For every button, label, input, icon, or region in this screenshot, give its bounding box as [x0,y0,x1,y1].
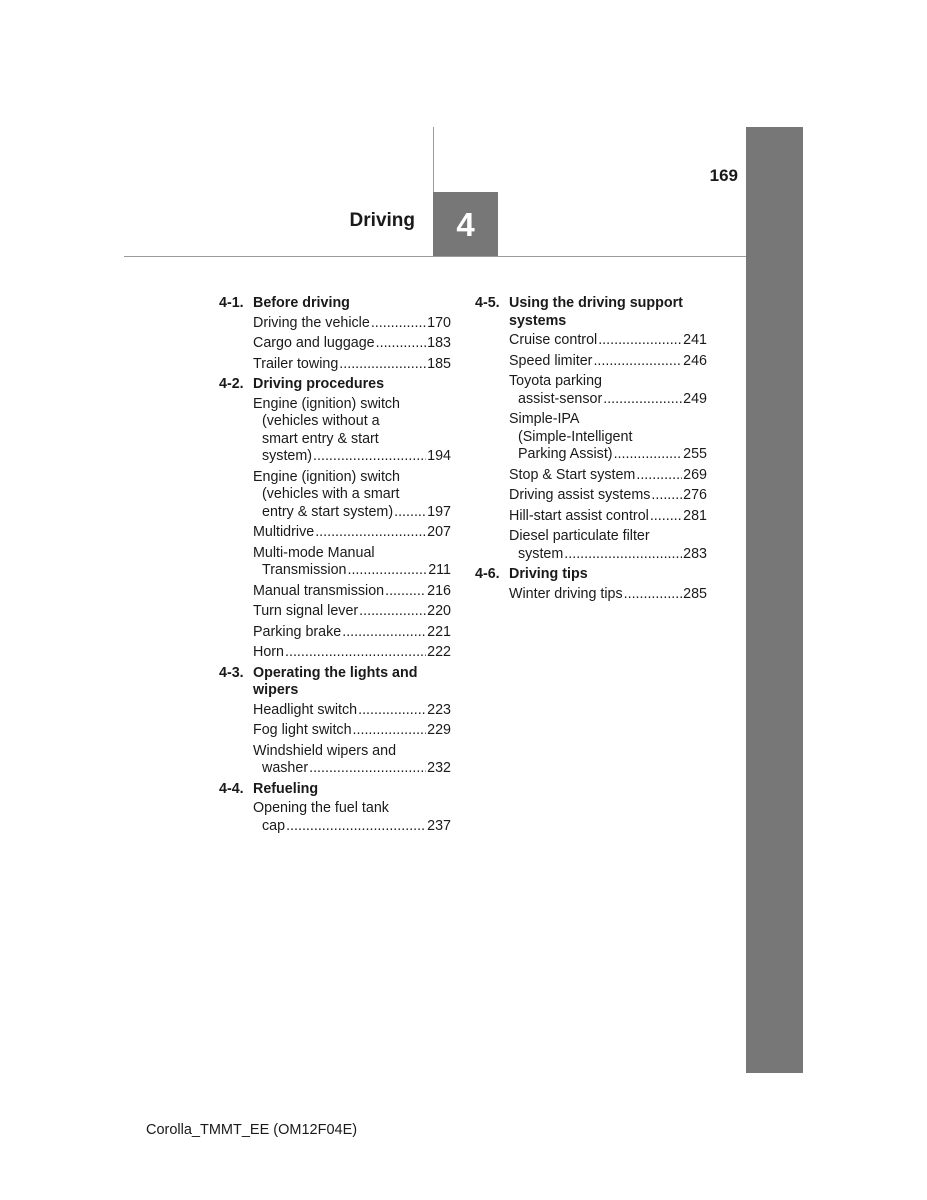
dot-leader [285,644,426,662]
entry-page-number: 221 [427,623,451,640]
entry-line [509,391,707,409]
dot-leader [313,448,426,466]
section-number: 4-5. [475,295,500,311]
entry-page-number: 241 [683,332,707,348]
chapter-side-tab [746,127,803,1073]
entry-text: entry & start system) [262,503,394,520]
entry-page-number: 269 [683,466,707,483]
entry-line [253,644,451,662]
entry-text: Manual transmission [253,582,385,599]
toc-entry[interactable] [219,315,451,333]
header-vertical-rule [433,127,434,193]
entry-line [253,448,451,466]
toc-entry[interactable] [475,586,707,604]
entry-page-number: 246 [683,352,707,369]
entry-text: Parking brake [253,623,342,640]
toc-section [219,781,451,836]
entry-line [509,467,707,485]
entry-line [509,487,707,505]
entry-line [253,562,451,580]
entry-text: Engine (ignition) switch [253,395,401,412]
toc-left-column [219,295,451,838]
entry-text: system [518,545,564,562]
section-heading [475,295,707,330]
entry-text: assist-sensor [518,390,603,407]
entry-line [253,335,451,353]
section-heading [219,295,451,313]
section-heading [475,566,707,584]
entry-text: Parking Assist) [518,446,613,462]
entry-text: Driving the vehicle [253,314,370,331]
entry-page-number: 194 [427,448,451,464]
entry-text: Opening the fuel tank [253,800,389,816]
entry-text: Cargo and luggage [253,335,375,351]
entry-text: Transmission [262,562,347,578]
toc-entry[interactable] [219,722,451,740]
entry-line [253,504,451,522]
entry-page-number: 255 [683,446,707,462]
toc-entry[interactable] [475,373,707,408]
section-heading [219,781,451,799]
section-title: Operating the lights and wipers [253,664,418,698]
toc-entry[interactable] [219,743,451,778]
entry-line [253,315,451,333]
entry-line [509,353,707,371]
entry-text: Stop & Start system [509,466,636,483]
entry-page-number: 207 [427,524,451,540]
entry-line [253,356,451,374]
dot-leader [309,760,426,778]
chapter-number: 4 [456,206,475,243]
section-number: 4-2. [219,376,244,392]
entry-page-number: 216 [427,582,451,599]
entry-page-number: 249 [683,390,707,407]
toc-entry[interactable] [219,800,451,835]
toc-entry[interactable] [475,353,707,371]
dot-leader [359,603,426,621]
toc-entry[interactable] [219,583,451,601]
entry-line [253,583,451,601]
section-heading [219,376,451,394]
dot-leader [339,356,426,374]
toc-section [475,295,707,563]
section-title: Driving procedures [253,376,385,392]
entry-text: Multidrive [253,524,315,540]
entry-line [253,760,451,778]
entry-page-number: 276 [683,487,707,503]
entry-text: washer [262,760,309,776]
entry-text: Trailer towing [253,355,339,372]
dot-leader [593,353,682,371]
toc-entry[interactable] [219,644,451,662]
section-title: Before driving [253,295,350,311]
entry-text: Windshield wipers and [253,742,397,759]
toc-entry[interactable] [475,411,707,464]
entry-line [253,603,451,621]
entry-text: Diesel particulate filter [509,528,650,544]
entry-text: system) [262,448,313,464]
toc-entry[interactable] [219,545,451,580]
entry-line [509,586,707,604]
entry-page-number: 197 [427,503,451,520]
entry-line [253,702,451,720]
entry-text: Hill-start assist control [509,507,649,524]
section-number: 4-4. [219,780,244,797]
dot-leader [376,335,427,353]
dot-leader [598,332,682,350]
entry-page-number: 185 [427,355,451,372]
toc-right-column [475,295,707,606]
entry-text: Turn signal lever [253,603,359,619]
entry-text: Engine (ignition) switch [253,468,401,485]
entry-page-number: 281 [683,507,707,524]
entry-text: Winter driving tips [509,585,623,602]
dot-leader [394,504,426,522]
entry-text: Multi-mode Manual [253,544,375,561]
chapter-title: Driving [349,210,415,231]
footer-text: Corolla_TMMT_EE (OM12F04E) [146,1122,358,1138]
toc-entry[interactable] [219,396,451,466]
entry-text: (vehicles with a smart [262,486,400,502]
dot-leader [650,508,682,526]
dot-leader [614,446,683,464]
dot-leader [603,391,682,409]
entry-page-number: 229 [427,722,451,738]
dot-leader [371,315,426,333]
entry-page-number: 285 [683,585,707,602]
dot-leader [358,702,426,720]
entry-text: (vehicles without a [262,413,380,429]
section-number: 4-6. [475,566,500,582]
entry-page-number: 237 [427,817,451,834]
entry-line [509,508,707,526]
entry-text: Cruise control [509,332,598,348]
section-heading [219,665,451,700]
entry-text: Toyota parking [509,373,602,389]
entry-line [509,446,707,464]
toc-section [219,295,451,373]
toc-entry[interactable] [219,524,451,542]
toc-entry[interactable] [219,335,451,353]
dot-leader [315,524,426,542]
entry-page-number: 232 [427,760,451,776]
section-number: 4-1. [219,295,244,311]
entry-page-number: 223 [427,701,451,718]
toc-entry[interactable] [219,356,451,374]
dot-leader [353,722,427,740]
entry-text: smart entry & start [262,430,379,447]
dot-leader [342,624,426,642]
toc-entry[interactable] [219,624,451,642]
entry-text: Driving assist systems [509,487,651,503]
entry-line [509,332,707,350]
toc-entry[interactable] [219,702,451,720]
page-number: 169 [709,166,738,185]
section-title: Driving tips [509,566,588,582]
dot-leader [624,586,683,604]
toc-section [219,376,451,662]
entry-page-number: 170 [427,314,451,331]
header-horizontal-rule [124,256,746,257]
entry-line [253,624,451,642]
dot-leader [286,818,426,836]
section-title: Refueling [253,780,319,797]
dot-leader [347,562,427,580]
toc-section [219,665,451,778]
entry-text: Speed limiter [509,352,593,369]
toc-entry[interactable] [475,332,707,350]
entry-page-number: 183 [427,335,451,351]
toc-entry[interactable] [475,508,707,526]
entry-text: Simple-IPA [509,411,580,427]
section-number: 4-3. [219,664,244,681]
toc-entry[interactable] [219,469,451,522]
toc-entry[interactable] [475,528,707,563]
toc-entry[interactable] [475,467,707,485]
entry-text: Horn [253,644,284,660]
toc-entry[interactable] [219,603,451,621]
section-title: Using the driving support systems [509,295,683,329]
entry-text: Fog light switch [253,722,352,738]
chapter-number-box [433,192,498,256]
entry-page-number: 222 [427,644,451,660]
dot-leader [385,583,426,601]
entry-text: cap [262,817,286,834]
dot-leader [564,546,682,564]
dot-leader [651,487,682,505]
entry-line [253,818,451,836]
entry-line [253,524,451,542]
entry-text: (Simple-Intelligent [518,428,633,445]
entry-text: Headlight switch [253,701,358,718]
entry-line [253,722,451,740]
dot-leader [636,467,682,485]
toc-entry[interactable] [475,487,707,505]
entry-page-number: 220 [427,603,451,619]
entry-page-number: 211 [428,562,451,578]
entry-page-number: 283 [683,545,707,562]
entry-line [509,546,707,564]
toc-section [475,566,707,603]
